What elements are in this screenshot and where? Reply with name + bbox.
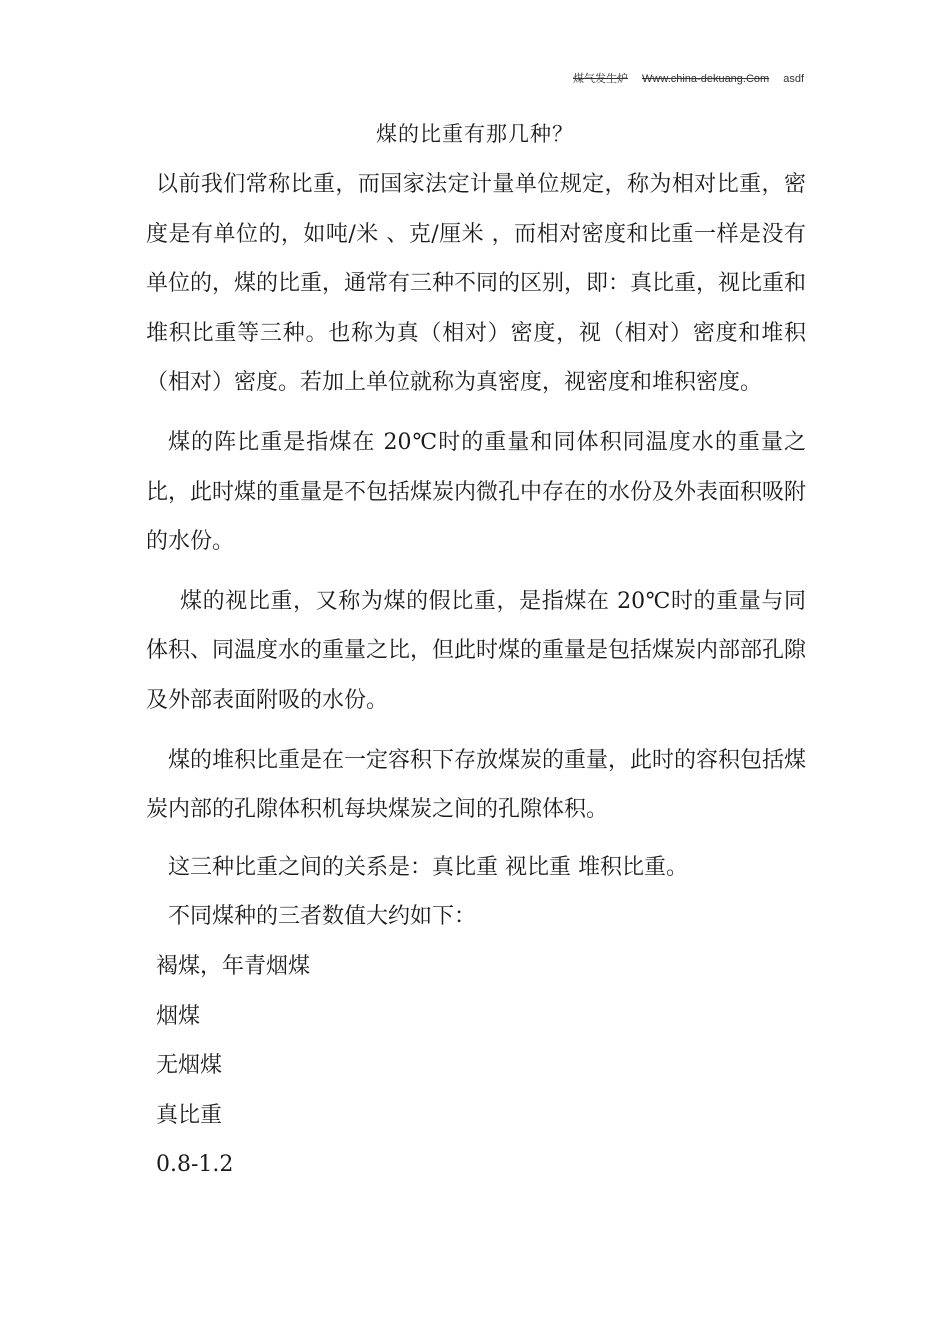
header-extra: asdf xyxy=(783,73,804,85)
list-item: 褐煤，年青烟煤 xyxy=(156,953,311,979)
list-item: 0.8-1.2 xyxy=(156,1152,234,1178)
paragraph-bulk-density: 煤的堆积比重是在一定容积下存放煤炭的重量，此时的容积包括煤炭内部的孔隙体积机每块煤炭之间的孔隙体积。 xyxy=(146,747,807,823)
list-item: 真比重 xyxy=(156,1102,223,1128)
paragraph-values-intro: 不同煤种的三者数值大约如下： xyxy=(168,904,477,930)
list-item: 烟煤 xyxy=(156,1003,201,1029)
page-title: 煤的比重有那几种？ xyxy=(376,122,574,146)
page-header xyxy=(573,70,804,86)
paragraph-apparent-density: 煤的视比重，又称为煤的假比重，是指煤在 20℃时的重量与同体积、同温度水的重量之比，但此时煤的重量是包括煤炭内部部孔隙及外部表面附吸的水份。 xyxy=(146,588,807,713)
list-item: 无烟煤 xyxy=(156,1053,223,1079)
header-site-name: 煤气发生炉 xyxy=(573,73,629,85)
paragraph-relation: 这三种比重之间的关系是：真比重 视比重 堆积比重。 xyxy=(168,854,688,880)
document-body xyxy=(146,160,806,1190)
header-url: Www.china-dekuang.Com xyxy=(642,73,770,85)
paragraph-intro: 以前我们常称比重，而国家法定计量单位规定，称为相对比重，密度是有单位的，如吨/米 、克/厘米 ，而相对密度和比重一样是没有单位的，煤的比重，通常有三种不同的区别，即：真比重，视比重和堆积比重等三种。也称为真（相对）密度，视（相对）密度和堆积（相对）密度。若加上单位就称为真密度，视密度和堆积密度。 xyxy=(146,172,807,396)
paragraph-true-density: 煤的阵比重是指煤在 20℃时的重量和同体积同温度水的重量之比，此时煤的重量是不包括煤炭内微孔中存在的水份及外表面积吸附的水份。 xyxy=(146,429,807,555)
